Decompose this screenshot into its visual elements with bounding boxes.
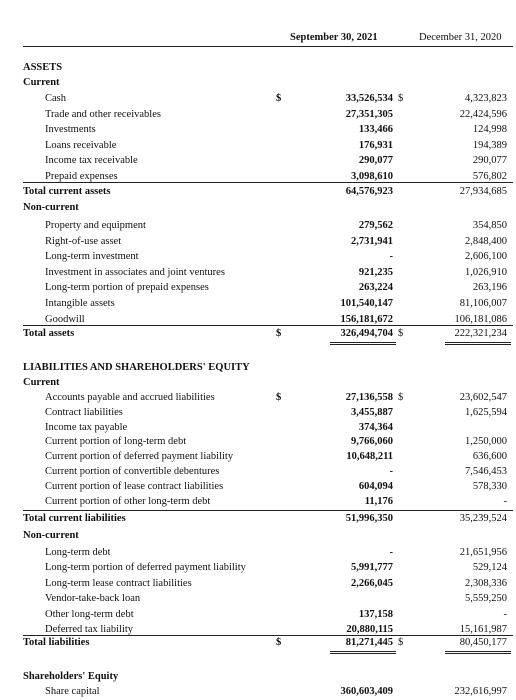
total-assets-label: Total assets [23,328,75,339]
column-header-prior: December 31, 2020 [419,32,502,43]
liabilities.noncurrent_rows-label: Long-term lease contract liabilities [45,577,192,589]
liabilities.noncurrent_rows-label: Long-term portion of deferred payment liability [45,562,246,574]
assets.noncurrent_rows-current-value: 2,731,941 [351,235,393,247]
liabilities.current_rows-label: Accounts payable and accrued liabilities [45,392,215,403]
assets.noncurrent_rows-current-value: 263,224 [358,282,393,294]
assets.noncurrent_rows-label: Right-of-use asset [45,235,122,247]
liabilities.noncurrent_rows-label: Other long-term debt [45,608,134,620]
total-liabilities-current: 81,271,445 [345,637,393,648]
assets.current_rows-current-value: 133,466 [358,124,393,136]
assets.current_rows-prior-value: 124,998 [472,124,507,136]
total-assets-current: 326,494,704 [340,328,393,339]
section-rule [23,182,513,183]
assets.noncurrent_rows-prior-value: 354,850 [472,220,507,231]
assets.noncurrent_rows-prior-value: 106,181,086 [454,313,507,325]
assets.noncurrent_rows-prior-value: 263,196 [472,282,507,294]
dollar-sign: $ [398,392,404,403]
liabilities.current_rows-prior-value: 578,330 [472,480,507,492]
section-rule [23,325,513,326]
equity-title: Shareholders' Equity [23,671,119,682]
liabilities-title: LIABILITIES AND SHAREHOLDERS' EQUITY [23,362,250,373]
assets.noncurrent_rows-current-value: 101,540,147 [340,298,393,309]
liabilities-noncurrent-label: Non-current [23,530,79,541]
assets.current_rows-prior-value: 194,389 [472,139,507,151]
assets.noncurrent_rows-prior-value: 2,606,100 [465,251,507,263]
liabilities.current_rows-prior-value: 1,625,594 [465,406,507,418]
double-rule-current [330,653,396,654]
assets.noncurrent_rows-label: Investment in associates and joint ventures [45,266,225,278]
equity.rows-prior-value: 232,616,997 [454,686,507,697]
column-header-current: September 30, 2021 [290,32,378,43]
liabilities.current_rows-prior-value: 7,546,453 [465,466,507,477]
dollar-sign: $ [398,637,404,648]
double-rule-prior [445,653,511,654]
liabilities.noncurrent_rows-label: Vendor-take-back loan [45,593,141,605]
double-rule-current [330,342,396,343]
dollar-sign: $ [276,93,282,104]
liabilities.current_rows-current-value: 9,766,060 [351,436,393,448]
assets.noncurrent_rows-label: Property and equipment [45,220,146,231]
assets.noncurrent_rows-current-value: - [389,251,393,263]
liabilities.noncurrent_rows-current-value: 5,991,777 [351,562,393,574]
dollar-sign: $ [398,93,404,104]
assets.noncurrent_rows-label: Long-term portion of prepaid expenses [45,282,209,294]
total-current-liabilities-current: 51,996,350 [345,513,393,524]
assets.current_rows-prior-value: 22,424,596 [459,108,507,120]
equity.rows-label: Share capital [45,686,100,697]
liabilities.noncurrent_rows-current-value: 20,880,115 [346,624,393,635]
liabilities.noncurrent_rows-prior-value: 15,161,987 [459,624,507,635]
total-current-liabilities-prior: 35,239,524 [459,513,507,524]
liabilities.current_rows-prior-value: 1,250,000 [465,436,507,448]
liabilities.current_rows-label: Current portion of long-term debt [45,436,187,448]
assets.current_rows-current-value: 3,098,610 [351,171,393,182]
liabilities.noncurrent_rows-prior-value: 529,124 [472,562,507,574]
assets-current-label: Current [23,77,60,88]
assets.current_rows-label: Income tax receivable [45,155,138,167]
dollar-sign: $ [398,328,404,339]
assets.noncurrent_rows-label: Goodwill [45,313,85,325]
assets.current_rows-label: Trade and other receivables [45,108,161,120]
total-current-assets-current: 64,576,923 [345,186,393,197]
assets.current_rows-prior-value: 290,077 [472,155,507,167]
liabilities.current_rows-current-value: 604,094 [358,480,393,492]
assets.current_rows-current-value: 176,931 [358,139,393,151]
total-current-liabilities-label: Total current liabilities [23,513,126,524]
assets.noncurrent_rows-current-value: 156,181,672 [340,313,393,325]
liabilities.noncurrent_rows-label: Deferred tax liability [45,624,134,635]
double-rule-prior [445,344,511,345]
assets-title: ASSETS [23,62,63,73]
assets.current_rows-label: Investments [45,124,96,136]
liabilities.current_rows-current-value: - [389,466,393,477]
liabilities.current_rows-current-value: 374,364 [358,421,393,433]
assets.current_rows-label: Cash [45,93,66,104]
liabilities.current_rows-label: Income tax payable [45,421,128,433]
total-current-assets-prior: 27,934,685 [459,186,507,197]
assets.noncurrent_rows-prior-value: 2,848,400 [465,235,507,247]
assets.noncurrent_rows-prior-value: 81,106,007 [459,298,507,309]
assets.current_rows-prior-value: 576,802 [472,171,507,182]
assets.noncurrent_rows-prior-value: 1,026,910 [465,266,507,278]
dollar-sign: $ [276,328,282,339]
assets.current_rows-current-value: 33,526,534 [345,93,393,104]
liabilities.current_rows-label: Current portion of convertible debentures [45,466,220,477]
assets.current_rows-label: Loans receivable [45,139,117,151]
liabilities.current_rows-prior-value: 636,600 [472,451,507,463]
liabilities-current-label: Current [23,377,60,388]
equity.rows-current-value: 360,603,409 [340,686,393,697]
total-liabilities-prior: 80,450,177 [459,637,507,648]
assets.noncurrent_rows-current-value: 279,562 [358,220,393,231]
liabilities.current_rows-current-value: 27,136,558 [345,392,393,403]
liabilities.noncurrent_rows-prior-value: - [503,608,507,620]
liabilities.noncurrent_rows-prior-value: 21,651,956 [459,547,507,558]
section-rule [23,635,513,636]
assets.noncurrent_rows-label: Long-term investment [45,251,139,263]
double-rule-prior [445,342,511,343]
assets-noncurrent-label: Non-current [23,202,79,213]
liabilities.current_rows-label: Current portion of other long-term debt [45,495,211,507]
liabilities.noncurrent_rows-label: Long-term debt [45,547,111,558]
double-rule-current [330,651,396,652]
dollar-sign: $ [276,392,282,403]
liabilities.current_rows-label: Current portion of deferred payment liability [45,451,234,463]
liabilities.current_rows-label: Contract liabilities [45,406,123,418]
liabilities.current_rows-prior-value: - [503,495,507,507]
total-current-assets-label: Total current assets [23,186,111,197]
assets.current_rows-label: Prepaid expenses [45,171,118,182]
liabilities.current_rows-current-value: 3,455,887 [351,406,393,418]
total-liabilities-label: Total liabilities [23,637,90,648]
assets.current_rows-current-value: 27,351,305 [345,108,393,120]
assets.current_rows-prior-value: 4,323,823 [465,93,507,104]
double-rule-current [330,344,396,345]
liabilities.noncurrent_rows-current-value: 137,158 [358,608,393,620]
total-assets-prior: 222,321,234 [454,328,507,339]
double-rule-prior [445,651,511,652]
liabilities.noncurrent_rows-prior-value: 2,308,336 [465,577,507,589]
liabilities.noncurrent_rows-current-value: - [389,547,393,558]
assets.noncurrent_rows-label: Intangible assets [45,298,115,309]
liabilities.current_rows-current-value: 10,648,211 [346,451,393,463]
liabilities.noncurrent_rows-current-value: 2,266,045 [351,577,393,589]
assets.current_rows-current-value: 290,077 [358,155,393,167]
liabilities.current_rows-label: Current portion of lease contract liabilities [45,480,224,492]
liabilities.current_rows-current-value: 11,176 [364,495,393,507]
liabilities.current_rows-prior-value: 23,602,547 [459,392,507,403]
liabilities.noncurrent_rows-prior-value: 5,559,250 [465,593,507,605]
dollar-sign: $ [276,637,282,648]
header-rule [23,46,513,47]
assets.noncurrent_rows-current-value: 921,235 [358,266,393,278]
